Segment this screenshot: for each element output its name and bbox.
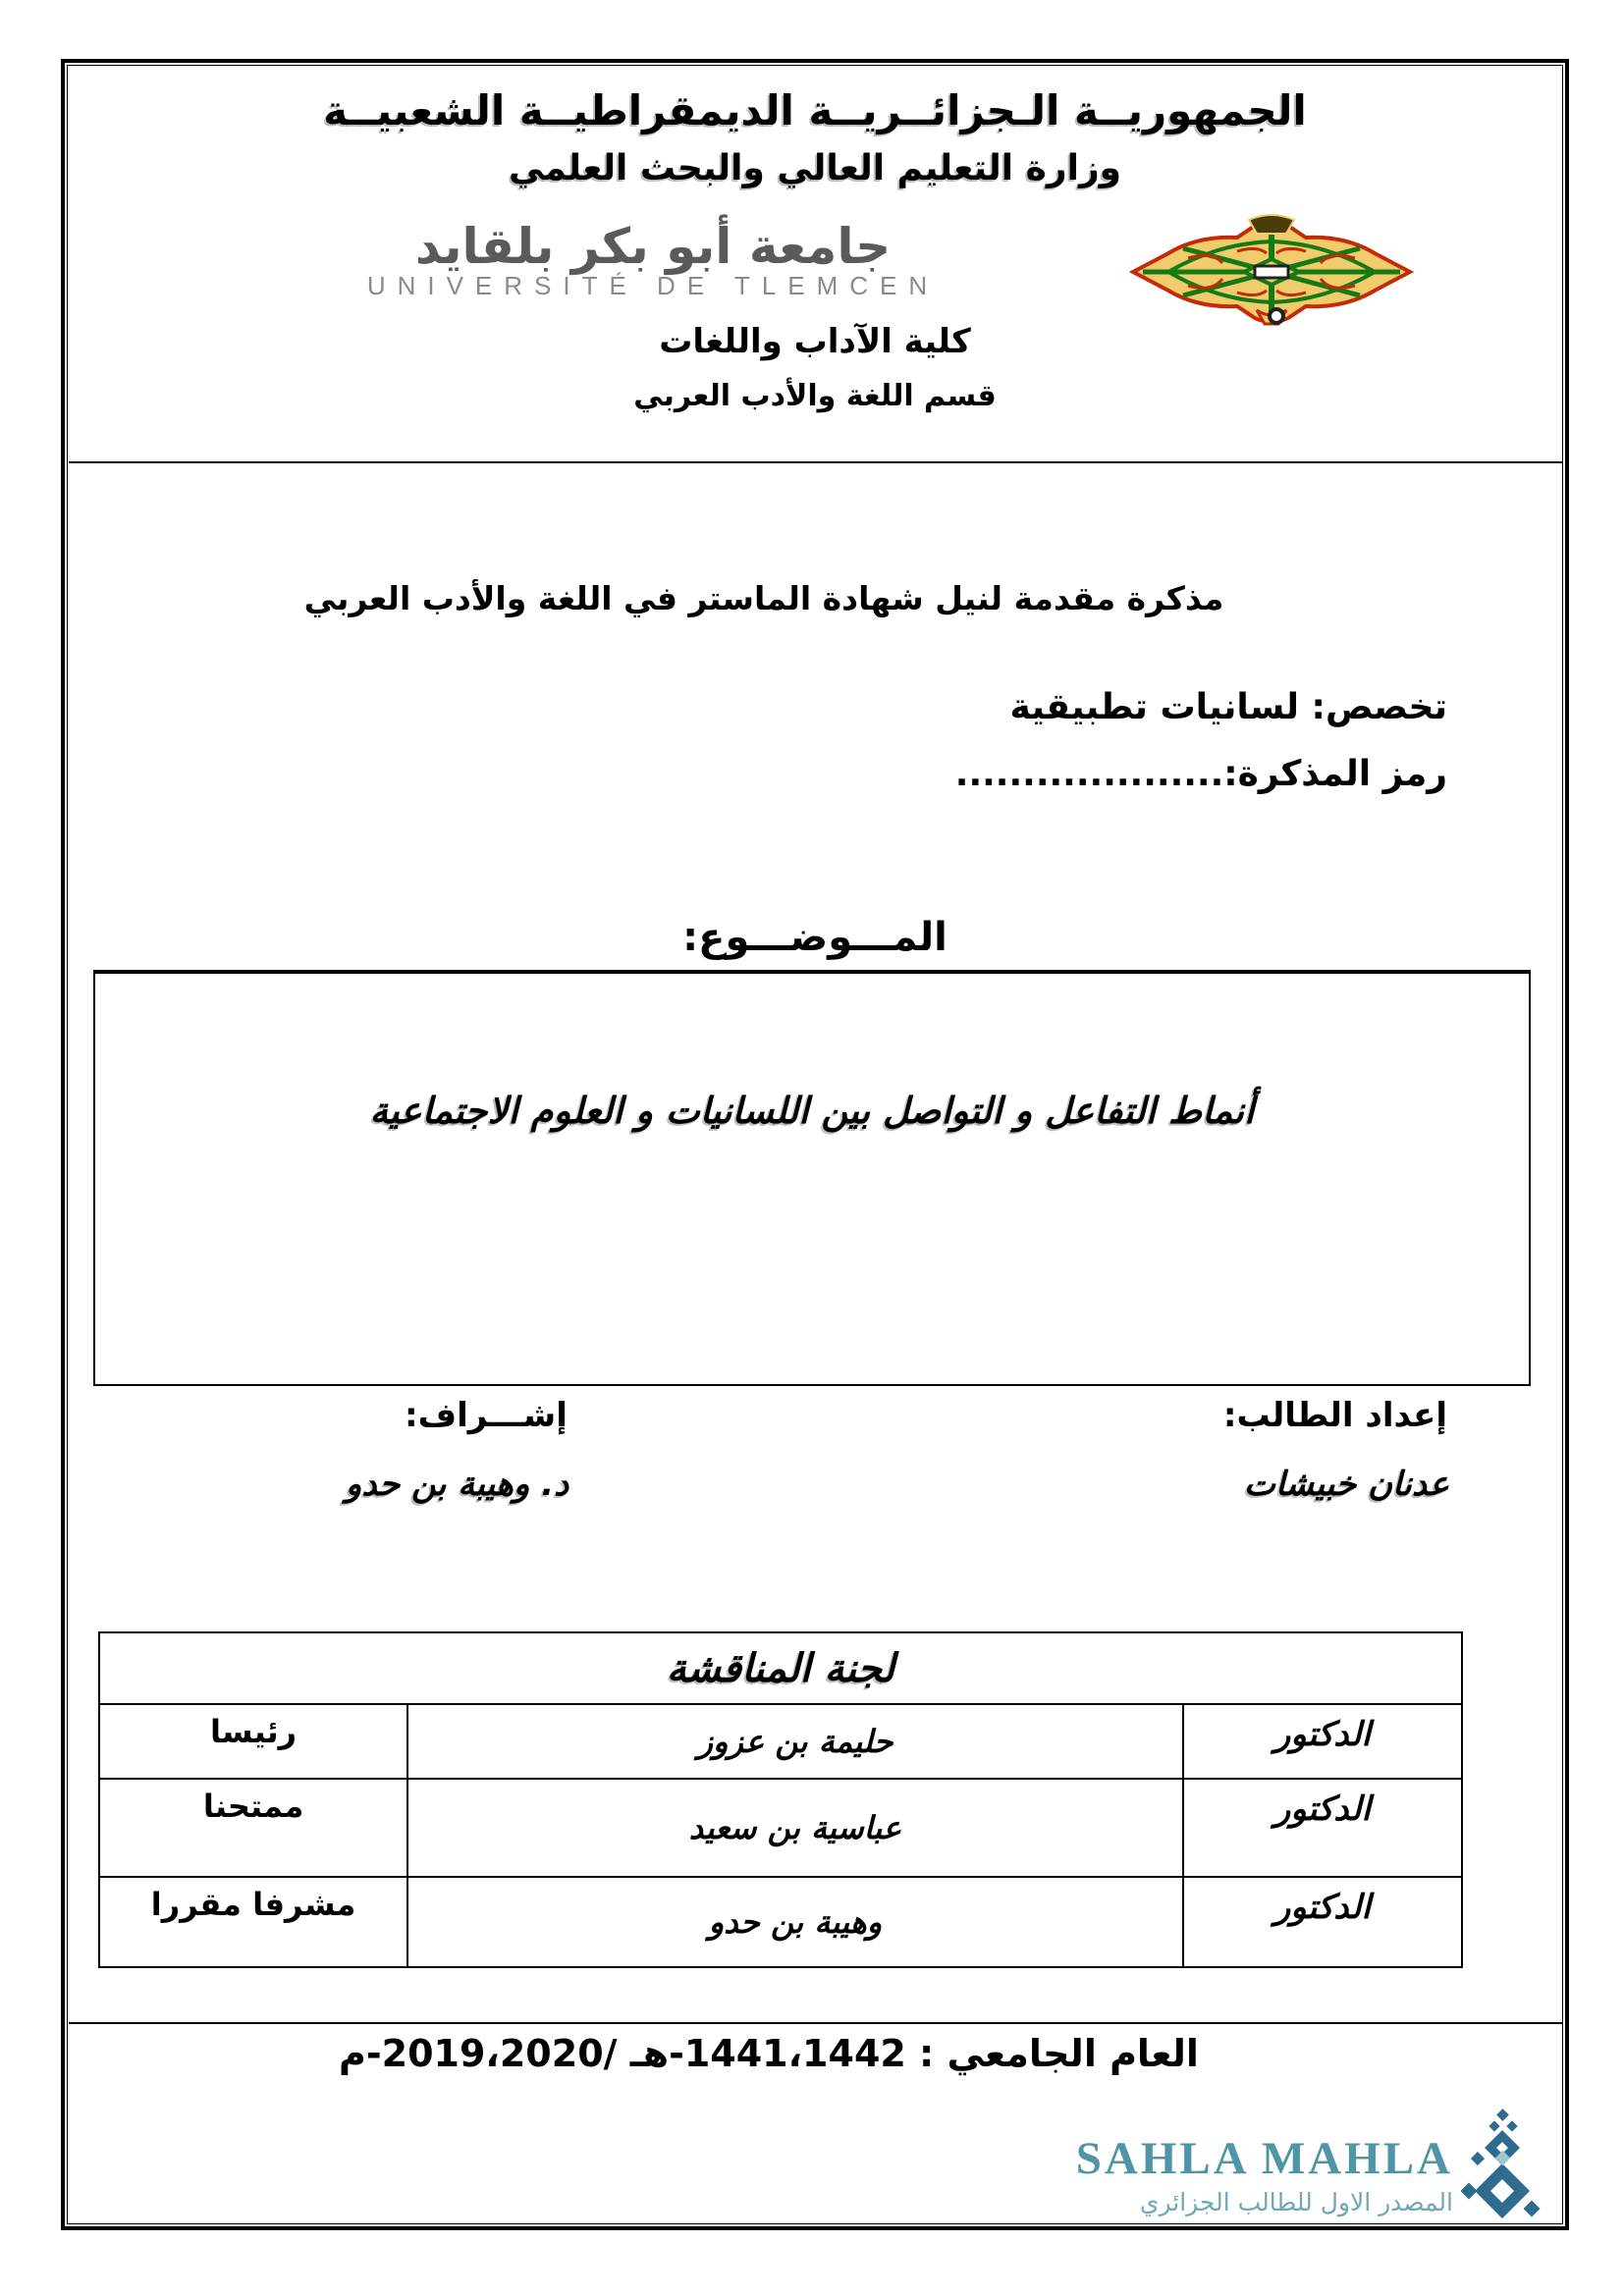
specialty-line: تخصص: لسانيات تطبيقية [1009,687,1447,727]
memo-line: مذكرة مقدمة لنيل شهادة الماستر في اللغة والأدب العربي [303,579,1224,617]
prepared-by-label: إعداد الطالب: [1222,1396,1447,1435]
republic-line: الجمهوريــة الـجزائــريــة الديمقراطيــة الشعبيــة [323,86,1307,134]
member-role: ممتحنا [202,1788,304,1825]
academic-year-line: العام الجامعي : 1441،1442-هـ /2019،2020-م [339,2032,1199,2075]
table-row [100,1780,1461,1878]
committee-title: لجنة المناقشة [100,1633,1461,1705]
university-name-french: UNIVERSITÉ DE TLEMCEN [366,271,940,300]
member-title: الدكتور [1182,1878,1461,1966]
memo-code-line: رمز المذكرة:.................... [954,754,1447,794]
subject-heading: المـــوضـــوع: [682,915,947,960]
member-name: حليمة بن عزوز [406,1705,1182,1778]
section-divider-bottom [69,2022,1563,2024]
university-name-arabic: جامعة أبو بكر بلقايد [414,218,892,275]
thesis-title: أنماط التفاعل و التواصل بين اللسانيات و العلوم الاجتماعية [369,1090,1255,1132]
student-name: عدنان خبيشات [1244,1465,1449,1504]
member-name: عباسية بن سعيد [406,1780,1182,1876]
supervisor-name: د. وهيبة بن حدو [346,1465,569,1504]
member-name: وهيبة بن حدو [406,1878,1182,1966]
department-line: قسم اللغة والأدب العربي [633,379,997,413]
watermark-brand: SAHLA MAHLA [1075,2133,1453,2184]
member-role: مشرفا مقررا [150,1886,356,1923]
section-divider-top [69,461,1563,463]
member-title: الدكتور [1182,1780,1461,1876]
member-title: الدكتور [1182,1705,1461,1778]
table-row [100,1878,1461,1966]
watermark-tagline: المصدر الاول للطالب الجزائري [1139,2188,1453,2216]
ministry-line: وزارة التعليم العالي والبحث العلمي [508,148,1122,188]
faculty-line: كلية الآداب واللغات [659,322,971,361]
committee-table [98,1631,1463,1968]
sahla-mahla-watermark [1076,2109,1543,2228]
university-emblem-icon [1129,214,1414,334]
sahla-mahla-logo-icon [1461,2109,1543,2228]
supervision-label: إشـــراف: [405,1396,568,1435]
member-role: رئيسا [210,1713,298,1750]
table-row [100,1705,1461,1780]
thesis-title-box [93,970,1531,1386]
